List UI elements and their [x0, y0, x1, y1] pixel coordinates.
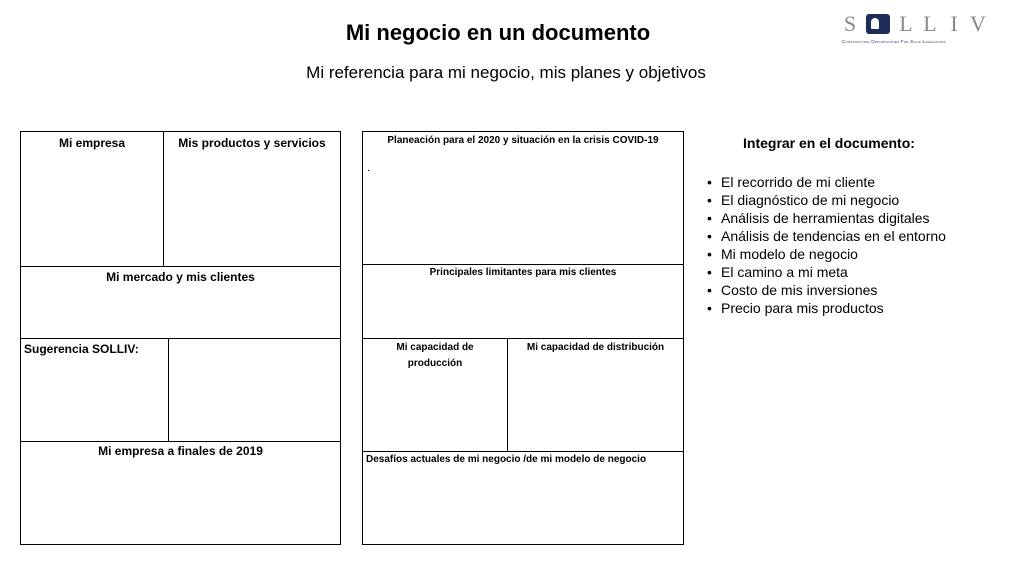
integrar-panel: [705, 135, 1005, 317]
planeacion-label: Planeación para el 2020 y situación en la crisis COVID-19: [387, 135, 659, 146]
list-item: • Análisis de tendencias en el entorno: [705, 227, 1005, 245]
logo-letter: I: [950, 11, 958, 36]
left-grid: [20, 131, 341, 545]
finales-2019-label: Mi empresa a finales de 2019: [98, 444, 263, 458]
page-title: Mi negocio en un documento: [345, 20, 651, 45]
planeacion-note: .: [367, 162, 371, 174]
list-item: • El diagnóstico de mi negocio: [705, 191, 1005, 209]
logo-letter: V: [970, 11, 986, 36]
page-subtitle: Mi referencia para mi negocio, mis planes y objetivos: [306, 63, 706, 82]
integrar-heading: Integrar en el documento:: [743, 135, 915, 151]
sugerencia-cell[interactable]: [21, 339, 168, 441]
list-item: • Costo de mis inversiones: [705, 281, 1005, 299]
distribucion-cell[interactable]: [508, 339, 683, 451]
desafios-cell[interactable]: [363, 452, 683, 544]
desafios-label: Desafíos actuales de mi negocio /de mi modelo de negocio: [366, 454, 647, 465]
mercado-label: Mi mercado y mis clientes: [106, 270, 255, 284]
produccion-cell[interactable]: [363, 339, 507, 451]
sugerencia-blank-cell[interactable]: [169, 339, 340, 441]
logo-wordmark: [838, 12, 990, 36]
right-grid: [362, 131, 684, 545]
limitantes-cell[interactable]: [363, 265, 683, 338]
mi-empresa-label: Mi empresa: [58, 136, 126, 150]
list-item: • Mi modelo de negocio: [705, 245, 1005, 263]
list-item: • Precio para mis productos: [705, 299, 1005, 317]
productos-label: Mis productos y servicios: [178, 136, 326, 150]
mercado-cell[interactable]: [21, 267, 340, 338]
planeacion-cell[interactable]: [363, 132, 683, 264]
logo-letter: S: [843, 11, 857, 36]
limitantes-label: Principales limitantes para mis clientes: [429, 267, 617, 278]
list-item: • El camino a mi meta: [705, 263, 1005, 281]
tree-emblem-icon: [866, 14, 890, 34]
logo-letter: L: [899, 11, 913, 36]
mi-empresa-cell[interactable]: [21, 132, 163, 266]
integrar-list: [705, 173, 1005, 317]
list-item: • Análisis de herramientas digitales: [705, 209, 1005, 227]
finales-2019-cell[interactable]: [21, 442, 340, 544]
produccion-label: Mi capacidad de producción: [396, 342, 474, 369]
productos-cell[interactable]: [164, 132, 340, 266]
logo-letter: L: [923, 11, 937, 36]
sugerencia-label: Sugerencia SOLLIV:: [24, 342, 139, 356]
solliv-logo: [838, 12, 1016, 48]
list-item: • El recorrido de mi cliente: [705, 173, 1005, 191]
logo-tagline: Constructing Opportunities For Solid Livelihoods: [842, 39, 946, 44]
distribucion-label: Mi capacidad de distribución: [526, 342, 665, 353]
